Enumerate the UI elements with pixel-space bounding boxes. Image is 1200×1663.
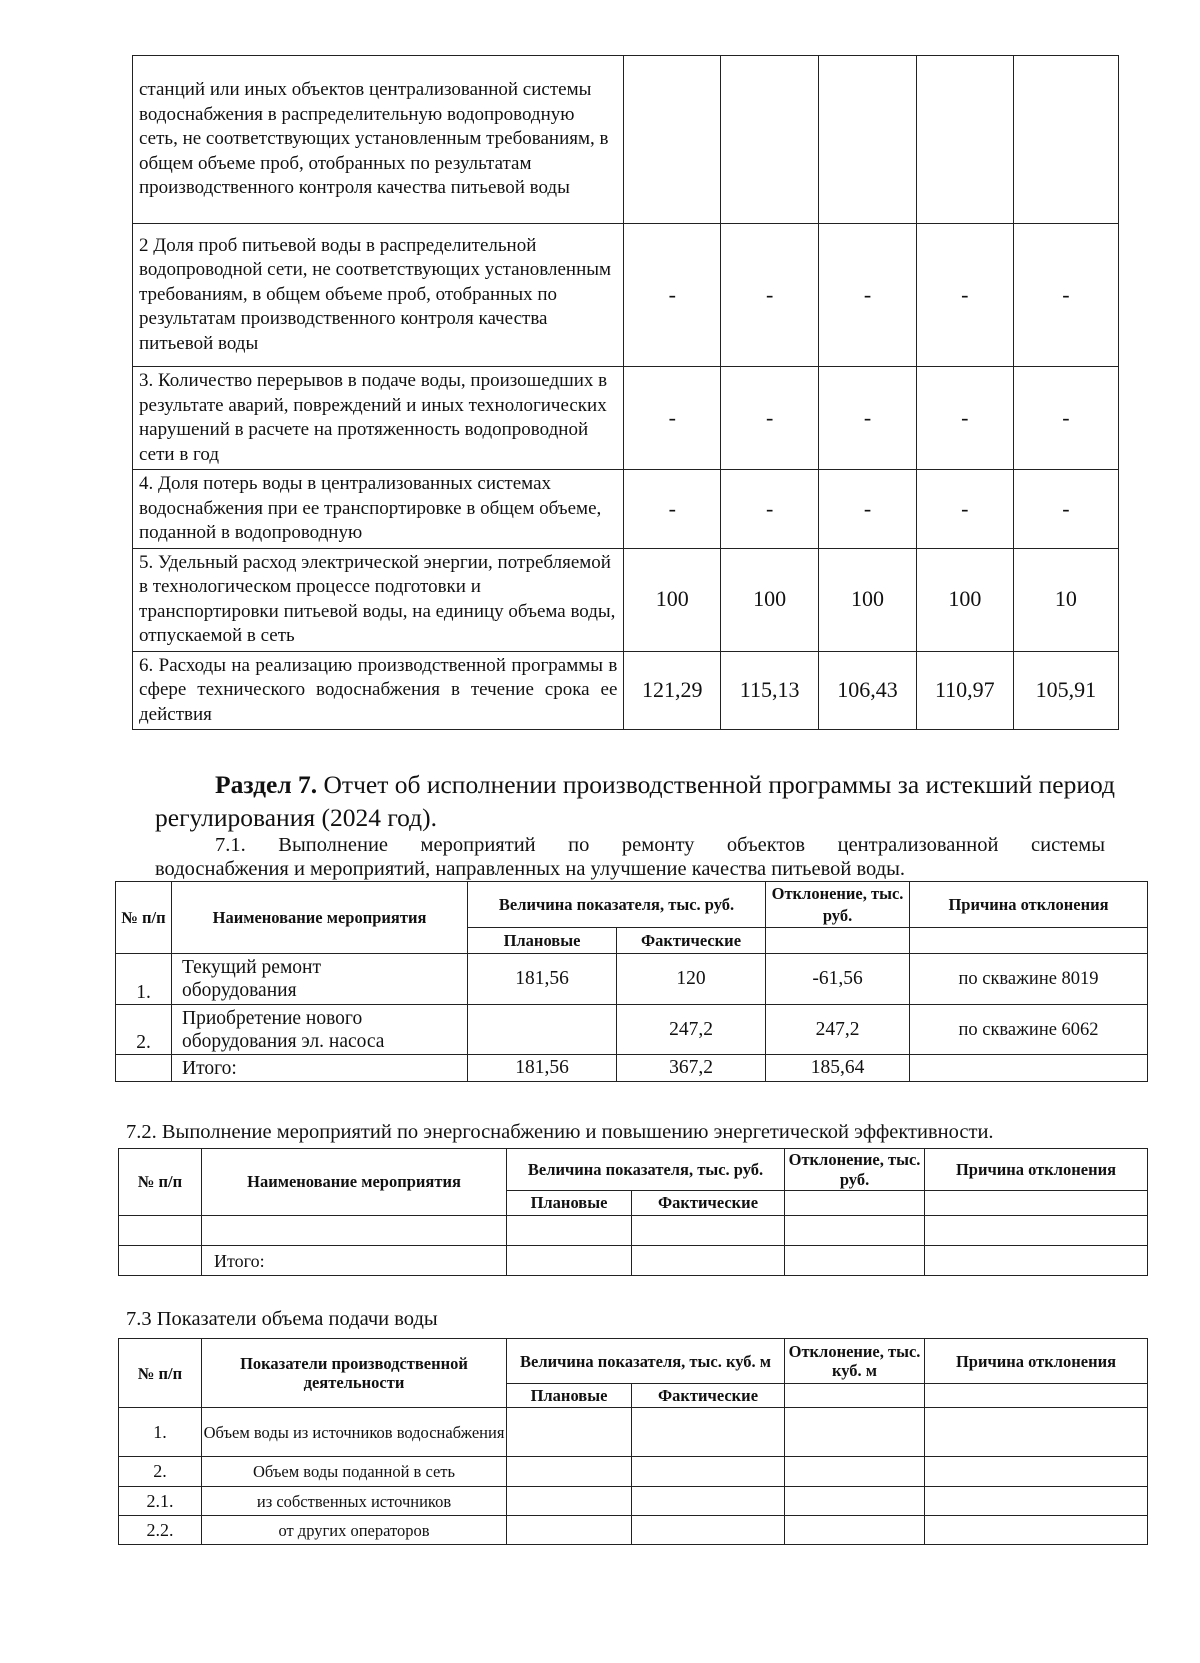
indicator-value [916,56,1013,224]
energy-measures-table [118,1148,1148,1276]
indicator-value [721,56,819,224]
total-reason [910,1055,1148,1082]
row-name: Объем воды поданной в сеть [202,1457,507,1487]
header-deviation: Отклонение, тыс. куб. м [785,1339,925,1384]
indicator-value [819,56,917,224]
indicator-value: 121,29 [624,651,721,730]
indicator-value: 100 [624,548,721,651]
header-name: Наименование мероприятия [172,882,468,954]
table-row [116,954,1148,1005]
indicator-value: - [624,367,721,470]
section-title-line2: регулирования (2024 год). [155,803,437,832]
indicator-description: 4. Доля потерь воды в централизованных системах водоснабжения при ее транспортировке в общем объеме, поданной в водопроводную [133,470,624,549]
header-deviation: Отклонение, тыс. руб. [785,1149,925,1191]
indicators-table [132,55,1119,730]
header-value: Величина показателя, тыс. куб. м [507,1339,785,1384]
indicator-value: - [721,367,819,470]
row-deviation: 247,2 [766,1005,910,1055]
table-row [119,1408,1148,1457]
header-reason: Причина отклонения [910,882,1148,928]
header-reason: Причина отклонения [925,1149,1148,1191]
header-plan: Плановые [507,1384,632,1408]
indicator-value: 100 [721,548,819,651]
row-name [172,954,468,1005]
row-reason: по скважине 8019 [910,954,1148,1005]
row-num: 2.2. [119,1516,202,1545]
row-fact: 247,2 [617,1005,766,1055]
row-plan [468,1005,617,1055]
table-row [133,56,1119,224]
subsection-7-1-line1: 7.1. Выполнение мероприятий по ремонту объектов централизованной системы [215,834,1105,856]
row-name: Объем воды из источников водоснабжения [202,1408,507,1457]
indicator-value: - [916,224,1013,367]
indicator-value: - [721,224,819,367]
row-num: 2.1. [119,1487,202,1516]
indicator-value: 106,43 [819,651,917,730]
header-num: № п/п [116,882,172,954]
indicator-description: 5. Удельный расход электрической энергии, потребляемой в технологическом процессе подготовки и транспортировки питьевой воды, на единицу объема воды, отпускаемой в сеть [133,548,624,651]
indicator-value: 100 [916,548,1013,651]
table-row [133,651,1119,730]
indicator-description: 2 Доля проб питьевой воды в распределительной водопроводной сети, не соответствующих установленным требованиям, в общем объеме проб, отобранных по результатам производственного контроля качества питьевой воды [133,224,624,367]
table-header-row [116,882,1148,928]
header-fact: Фактические [632,1191,785,1216]
header-num: № п/п [119,1339,202,1408]
indicator-value: - [819,367,917,470]
row-num: 2. [116,1005,172,1055]
row-deviation: -61,56 [766,954,910,1005]
row-fact: 120 [617,954,766,1005]
indicator-value: 115,13 [721,651,819,730]
header-name: Наименование мероприятия [202,1149,507,1216]
row-plan: 181,56 [468,954,617,1005]
table-header-row [119,1339,1148,1384]
indicator-value: - [819,224,917,367]
total-plan: 181,56 [468,1055,617,1082]
row-name [172,1005,468,1055]
subsection-7-1-title [155,833,1105,881]
header-num: № п/п [119,1149,202,1216]
indicator-value: - [1013,367,1118,470]
total-fact: 367,2 [617,1055,766,1082]
header-value: Величина показателя, тыс. руб. [468,882,766,928]
table-row [116,1005,1148,1055]
indicator-description: 3. Количество перерывов в подаче воды, произошедших в результате аварий, повреждений и иных технологических нарушений в расчете на протяженность водопроводной сети в год [133,367,624,470]
indicator-value: 105,91 [1013,651,1118,730]
table-header-row [119,1149,1148,1191]
subsection-7-1-line2: водоснабжения и мероприятий, направленных на улучшение качества питьевой воды. [155,858,906,880]
row-name-line2: оборудования [182,980,297,1001]
table-row [133,548,1119,651]
indicator-value: - [624,224,721,367]
header-deviation: Отклонение, тыс. руб. [766,882,910,928]
repair-measures-table [115,881,1148,1082]
indicator-value [624,56,721,224]
section-title-line1: Отчет об исполнении производственной программы за истекший период [323,770,1116,799]
indicator-value: - [1013,470,1118,549]
indicator-value: 10 [1013,548,1118,651]
section-title [155,768,1115,834]
header-value: Величина показателя, тыс. руб. [507,1149,785,1191]
header-fact: Фактические [617,928,766,954]
indicator-value: - [916,470,1013,549]
total-label: Итого: [172,1055,468,1082]
indicator-value: 100 [819,548,917,651]
table-row [133,367,1119,470]
row-name: из собственных источников [202,1487,507,1516]
row-name: от других операторов [202,1516,507,1545]
subsection-7-3-title: 7.3 Показатели объема подачи воды [126,1308,438,1330]
header-plan: Плановые [468,928,617,954]
indicator-value: - [721,470,819,549]
row-num: 1. [116,954,172,1005]
indicator-value: - [916,367,1013,470]
indicator-value: - [819,470,917,549]
table-row [119,1516,1148,1545]
indicator-value: - [624,470,721,549]
row-reason: по скважине 6062 [910,1005,1148,1055]
indicator-value [1013,56,1118,224]
section-label: Раздел 7. [215,770,318,799]
table-total-row [119,1246,1148,1276]
table-row [133,470,1119,549]
header-name: Показатели производственной деятельности [202,1339,507,1408]
total-label: Итого: [202,1246,507,1276]
header-fact: Фактические [632,1384,785,1408]
indicator-value: 110,97 [916,651,1013,730]
table-row [119,1216,1148,1246]
table-row [119,1487,1148,1516]
subsection-7-2-title: 7.2. Выполнение мероприятий по энергоснабжению и повышению энергетической эффективности. [126,1121,994,1143]
row-name-line1: Текущий ремонт [182,957,321,978]
row-name-line2: оборудования эл. насоса [182,1030,385,1052]
row-name-line1: Приобретение нового [182,1007,363,1029]
table-total-row [116,1055,1148,1082]
indicator-value: - [1013,224,1118,367]
table-row [119,1457,1148,1487]
header-reason: Причина отклонения [925,1339,1148,1384]
row-num: 1. [119,1408,202,1457]
indicator-description: станций или иных объектов централизованной системы водоснабжения в распределительную водопроводную сеть, не соответствующих установленным требованиям, в общем объеме проб, отобранных по результатам производственного контроля качества питьевой воды [133,56,624,224]
header-plan: Плановые [507,1191,632,1216]
total-deviation: 185,64 [766,1055,910,1082]
water-supply-volume-table [118,1338,1148,1545]
indicator-description: 6. Расходы на реализацию производственной программы в сфере технического водоснабжения в течение срока ее действия [133,651,624,730]
table-row [133,224,1119,367]
row-num: 2. [119,1457,202,1487]
